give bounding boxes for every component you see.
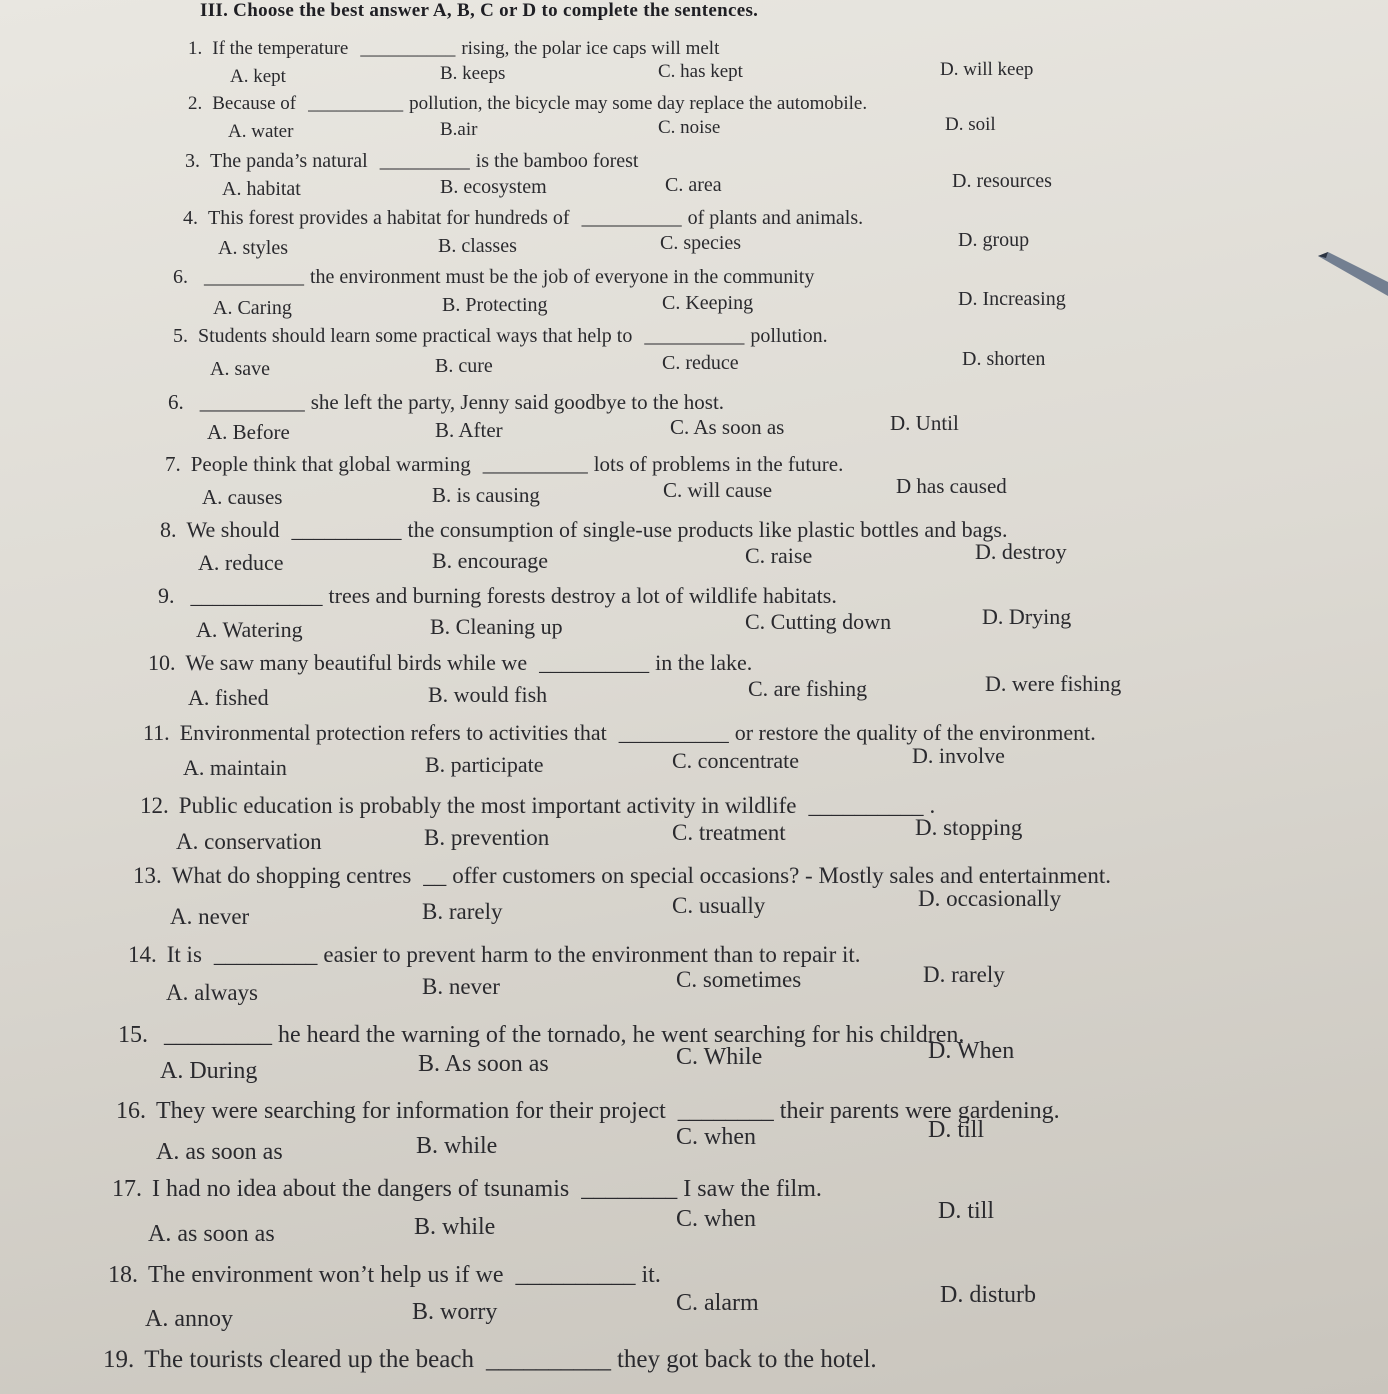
question-number: 8.	[160, 517, 177, 542]
answer-blank[interactable]: ____________	[190, 583, 323, 608]
option-d[interactable]: D. Until	[890, 411, 959, 435]
question-number: 12.	[140, 793, 169, 818]
option-d[interactable]: D. till	[928, 1117, 985, 1143]
option-b[interactable]: B. After	[435, 418, 503, 442]
option-b[interactable]: B. Protecting	[442, 294, 548, 316]
option-a[interactable]: A. always	[166, 980, 258, 1005]
option-a[interactable]: A. maintain	[183, 755, 287, 780]
question-10	[158, 583, 837, 609]
answer-blank[interactable]: _________	[213, 942, 318, 967]
option-a[interactable]: A. fished	[188, 685, 269, 710]
option-a[interactable]: A. as soon as	[156, 1139, 283, 1165]
option-a[interactable]: A. Watering	[196, 617, 303, 642]
question-19	[108, 1262, 661, 1289]
question-number: 18.	[108, 1262, 138, 1288]
option-a[interactable]: A. reduce	[198, 550, 284, 575]
option-a[interactable]: A. kept	[230, 66, 286, 87]
question-text-before: Environmental protection refers to activities that	[179, 720, 607, 745]
question-17	[116, 1098, 1060, 1125]
question-4	[183, 207, 863, 230]
option-c[interactable]: C. treatment	[672, 820, 786, 845]
question-13	[140, 793, 935, 819]
question-text-after: .	[929, 793, 936, 818]
question-1	[188, 38, 719, 60]
question-text-before: Public education is probably the most important activity in wildlife	[178, 793, 797, 818]
question-text-before: It is	[166, 942, 202, 967]
question-20	[103, 1346, 877, 1374]
question-number: 19.	[103, 1346, 135, 1373]
option-c[interactable]: C. usually	[672, 893, 766, 918]
option-d[interactable]: D. destroy	[975, 539, 1067, 564]
option-c[interactable]: C. Keeping	[662, 292, 754, 314]
question-text-after: or restore the quality of the environment.	[734, 720, 1096, 745]
question-text-after: I saw the film.	[683, 1176, 822, 1202]
question-8	[165, 452, 843, 477]
option-d[interactable]: D. will keep	[940, 59, 1034, 80]
question-text-after: the environment must be the job of everyone in the community	[310, 266, 815, 288]
question-number: 2.	[188, 93, 203, 114]
question-text-after: he heard the warning of the tornado, he went searching for his children.	[278, 1022, 965, 1048]
option-c[interactable]: C. noise	[658, 117, 721, 138]
option-a[interactable]: A. annoy	[145, 1306, 233, 1332]
option-d[interactable]: D. resources	[952, 170, 1052, 192]
option-d[interactable]: D. Increasing	[958, 288, 1066, 310]
question-number: 4.	[183, 207, 198, 229]
option-b[interactable]: B. worry	[412, 1299, 498, 1325]
answer-blank[interactable]: __________	[618, 720, 729, 745]
option-b[interactable]: B. ecosystem	[440, 176, 547, 198]
question-text-after: lots of problems in the future.	[593, 452, 844, 476]
option-b[interactable]: B. classes	[438, 235, 517, 257]
question-11	[148, 650, 752, 676]
question-number: 1.	[188, 38, 203, 59]
option-a[interactable]: A. Before	[207, 420, 290, 444]
answer-blank[interactable]: __________	[360, 38, 456, 59]
answer-blank[interactable]: __________	[204, 266, 304, 288]
option-a[interactable]: A. conservation	[176, 829, 322, 854]
option-c[interactable]: C. are fishing	[748, 676, 868, 701]
option-d[interactable]: D. shorten	[962, 348, 1046, 370]
question-number: 7.	[165, 452, 181, 476]
option-a[interactable]: A. Caring	[213, 297, 292, 319]
answer-blank[interactable]: _________	[379, 150, 470, 172]
option-d[interactable]: D. When	[928, 1038, 1015, 1064]
question-text-before: The tourists cleared up the beach	[144, 1346, 474, 1373]
question-number: 6.	[173, 266, 188, 288]
question-number: 17.	[112, 1176, 142, 1202]
answer-blank[interactable]: __________	[581, 207, 682, 229]
option-a[interactable]: A. save	[210, 358, 270, 380]
option-d[interactable]: D has caused	[896, 474, 1007, 498]
question-text-before: What do shopping centres	[171, 863, 412, 888]
question-number: 5.	[173, 325, 188, 347]
question-text-after: pollution.	[750, 325, 828, 347]
question-text-after: rising, the polar ice caps will melt	[461, 38, 720, 59]
option-c[interactable]: C. reduce	[662, 352, 739, 374]
question-16	[118, 1022, 964, 1049]
question-number: 9.	[158, 583, 175, 608]
option-d[interactable]: D. occasionally	[918, 886, 1062, 911]
option-a[interactable]: A. never	[170, 904, 250, 929]
question-text-after: is the bamboo forest	[475, 150, 639, 172]
option-b[interactable]: B. keeps	[440, 63, 506, 84]
option-b[interactable]: B. while	[416, 1133, 498, 1159]
option-c[interactable]: C. While	[676, 1044, 763, 1070]
answer-blank[interactable]: __________	[291, 517, 402, 542]
question-2	[188, 93, 867, 115]
option-b[interactable]: B. would fish	[428, 682, 548, 707]
question-text-before: The panda’s natural	[210, 150, 368, 172]
option-b[interactable]: B. participate	[425, 752, 544, 777]
question-number: 16.	[116, 1098, 146, 1124]
option-b[interactable]: B. prevention	[424, 825, 550, 850]
answer-blank[interactable]: __	[423, 863, 447, 888]
question-text-after: pollution, the bicycle may some day replace the automobile.	[409, 93, 868, 114]
option-c[interactable]: C. raise	[745, 543, 813, 568]
question-3	[185, 150, 638, 173]
option-d[interactable]: D. Drying	[982, 604, 1072, 629]
option-d[interactable]: D. disturb	[940, 1282, 1036, 1308]
option-c[interactable]: C. alarm	[676, 1290, 759, 1316]
option-a[interactable]: A. styles	[218, 237, 288, 259]
question-text-after: trees and burning forests destroy a lot of wildlife habitats.	[328, 583, 837, 608]
answer-blank[interactable]: __________	[485, 1346, 611, 1373]
question-text-before: We should	[186, 517, 280, 542]
option-b[interactable]: B.air	[440, 119, 478, 140]
option-c[interactable]: C. will cause	[663, 478, 773, 502]
question-text-after: their parents were gardening.	[779, 1098, 1060, 1124]
question-6	[173, 325, 828, 348]
question-text-after: in the lake.	[655, 650, 753, 675]
option-b[interactable]: B. while	[414, 1214, 496, 1240]
question-9	[160, 517, 1007, 543]
option-c[interactable]: C. when	[676, 1206, 756, 1232]
option-c[interactable]: C. Cutting down	[745, 609, 892, 634]
option-c[interactable]: C. area	[665, 174, 722, 196]
answer-blank[interactable]: _________	[164, 1022, 272, 1048]
question-number: 11.	[143, 720, 170, 745]
option-b[interactable]: B. Cleaning up	[430, 614, 563, 639]
option-d[interactable]: D. were fishing	[985, 671, 1122, 696]
question-number: 3.	[185, 150, 200, 172]
question-text-before: They were searching for information for their project	[156, 1098, 666, 1124]
question-text-before: The environment won’t help us if we	[148, 1262, 504, 1288]
question-7	[168, 390, 724, 415]
option-c[interactable]: C. sometimes	[676, 967, 802, 992]
answer-blank[interactable]: __________	[482, 452, 588, 476]
option-d[interactable]: D. till	[938, 1198, 995, 1224]
question-text-before: I had no idea about the dangers of tsunamis	[152, 1176, 570, 1202]
option-b[interactable]: B. As soon as	[418, 1051, 549, 1077]
answer-blank[interactable]: __________	[308, 93, 404, 114]
option-a[interactable]: A. habitat	[222, 178, 301, 200]
option-b[interactable]: B. never	[422, 974, 500, 999]
question-text-after: offer customers on special occasions? - Mostly sales and entertainment.	[452, 863, 1111, 888]
question-text-before: Students should learn some practical ways that help to	[198, 325, 633, 347]
question-5	[173, 266, 814, 289]
option-c[interactable]: C. has kept	[658, 61, 743, 82]
option-c[interactable]: C. when	[676, 1124, 756, 1150]
question-number: 13.	[133, 863, 162, 888]
option-c[interactable]: C. As soon as	[670, 415, 785, 439]
option-d[interactable]: D. stopping	[915, 815, 1023, 840]
question-text-after: of plants and animals.	[687, 207, 864, 229]
question-text-before: People think that global warming	[190, 452, 471, 476]
question-text-before: Because of	[212, 93, 297, 114]
question-text-before: We saw many beautiful birds while we	[185, 650, 528, 675]
pen-tip-icon	[1318, 248, 1388, 318]
section-title: III. Choose the best answer A, B, C or D to complete the sentences.	[200, 0, 759, 21]
option-c[interactable]: C. concentrate	[672, 748, 800, 773]
answer-blank[interactable]: __________	[199, 390, 305, 414]
question-15	[128, 942, 861, 968]
option-d[interactable]: D. rarely	[923, 962, 1005, 987]
option-a[interactable]: A. water	[228, 121, 294, 142]
option-b[interactable]: B. is causing	[432, 483, 540, 507]
question-text-after: she left the party, Jenny said goodbye to the host.	[310, 390, 725, 414]
answer-blank[interactable]: __________	[644, 325, 745, 347]
answer-blank[interactable]: ________	[677, 1098, 774, 1124]
answer-blank[interactable]: __________	[539, 650, 650, 675]
question-text-before: This forest provides a habitat for hundreds of	[208, 207, 570, 229]
option-b[interactable]: B. encourage	[432, 548, 549, 573]
question-18	[112, 1176, 822, 1203]
question-number: 14.	[128, 942, 157, 967]
question-text-after: the consumption of single-use products like plastic bottles and bags.	[407, 517, 1008, 542]
option-b[interactable]: B. cure	[435, 355, 493, 377]
option-a[interactable]: A. as soon as	[148, 1221, 275, 1247]
option-d[interactable]: D. group	[958, 229, 1030, 251]
answer-blank[interactable]: ________	[581, 1176, 678, 1202]
question-text-after: they got back to the hotel.	[616, 1346, 877, 1373]
option-d[interactable]: D. involve	[912, 743, 1005, 768]
option-d[interactable]: D. soil	[945, 114, 996, 135]
option-a[interactable]: A. During	[160, 1058, 258, 1084]
question-number: 15.	[118, 1022, 148, 1048]
question-number: 6.	[168, 390, 184, 414]
answer-blank[interactable]: __________	[808, 793, 924, 818]
question-text-after: it.	[641, 1262, 661, 1288]
option-c[interactable]: C. species	[660, 232, 742, 254]
question-number: 10.	[148, 650, 176, 675]
option-b[interactable]: B. rarely	[422, 899, 503, 924]
option-a[interactable]: A. causes	[202, 485, 283, 509]
question-text-before: If the temperature	[212, 38, 349, 59]
question-text-after: easier to prevent harm to the environment than to repair it.	[323, 942, 861, 967]
answer-blank[interactable]: __________	[515, 1262, 636, 1288]
